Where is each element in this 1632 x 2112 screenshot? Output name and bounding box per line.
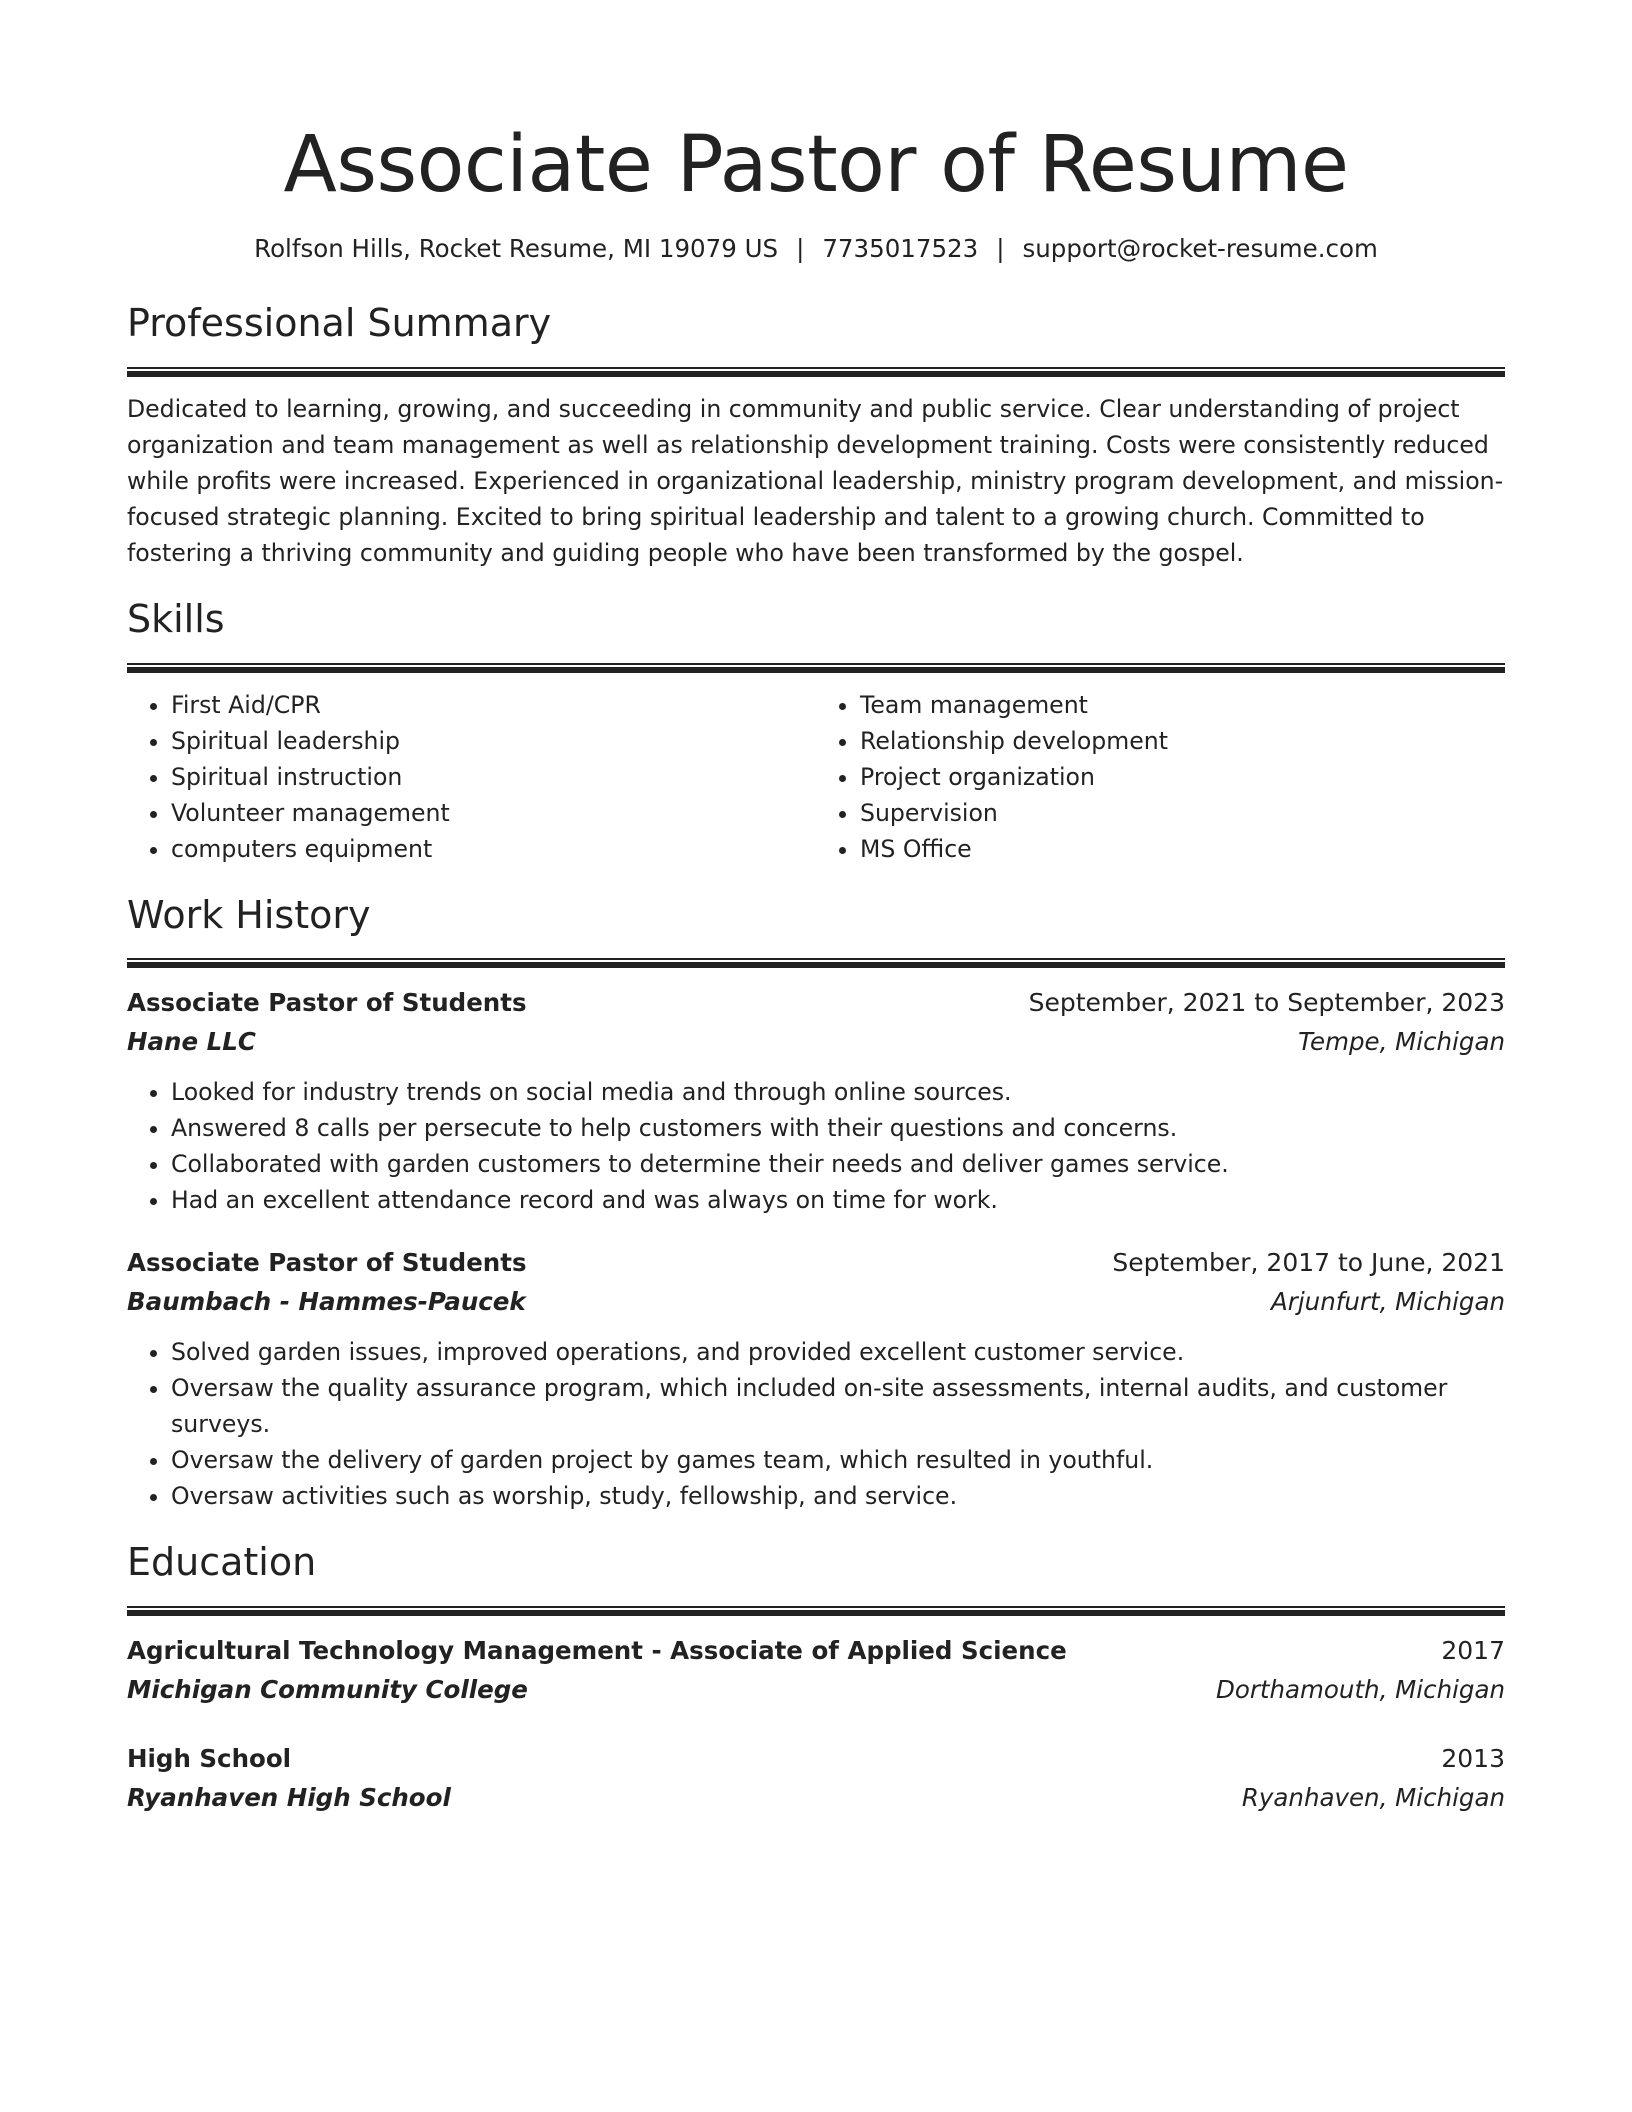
section-divider (127, 663, 1505, 673)
job-company: Hane LLC (127, 1027, 256, 1057)
job-dates: September, 2017 to June, 2021 (1112, 1248, 1505, 1278)
education-header (127, 1740, 1505, 1778)
skill-item: • Project organization (860, 759, 1505, 795)
skill-item: • Spiritual leadership (171, 723, 816, 759)
skill-item: • Volunteer management (171, 795, 816, 831)
job-header (127, 984, 1505, 1022)
job-bullet: • Oversaw activities such as worship, study, fellowship, and service. (171, 1478, 1505, 1514)
summary-heading: Professional Summary (127, 301, 552, 345)
education-entry (127, 1632, 1505, 1710)
education-subheader (127, 1778, 1505, 1818)
education-school: Ryanhaven High School (127, 1783, 451, 1813)
contact-email: support@rocket-resume.com (1022, 234, 1378, 263)
contact-separator: | (996, 234, 1005, 263)
job-bullets (127, 1074, 1505, 1218)
job-header (127, 1244, 1505, 1282)
skills-heading: Skills (127, 596, 225, 641)
section-divider (127, 367, 1505, 377)
skill-item: • computers equipment (171, 831, 816, 867)
education-degree: High School (127, 1744, 292, 1774)
education-school: Michigan Community College (127, 1675, 528, 1705)
job-bullet: • Oversaw the delivery of garden project by games team, which resulted in youthful. (171, 1442, 1505, 1478)
education-entry (127, 1740, 1505, 1818)
education-degree: Agricultural Technology Management - Associate of Applied Science (127, 1636, 1067, 1666)
job-bullet: • Solved garden issues, improved operations, and provided excellent customer service. (171, 1334, 1505, 1370)
job-bullet: • Looked for industry trends on social media and through online sources. (171, 1074, 1505, 1110)
skill-item: • MS Office (860, 831, 1505, 867)
job-location: Arjunfurt, Michigan (1271, 1287, 1505, 1317)
skills-section (127, 596, 1505, 867)
summary-text: Dedicated to learning, growing, and succeeding in community and public service. Clear understanding of project organization and team management as well as relationship development training. Costs were consistently reduced while profits were increased. Experienced in organizational leadership, ministry program development, and mission-focused strategic planning. Excited to bring spiritual leadership and talent to a growing church. Committed to fostering a thriving community and guiding people who have been transformed by the gospel. (127, 394, 1504, 567)
job-title: Associate Pastor of Students (127, 1248, 527, 1278)
job-entry (127, 984, 1505, 1218)
section-divider (127, 1606, 1505, 1616)
job-bullet: • Oversaw the quality assurance program, which included on-site assessments, internal audits, and customer surveys. (171, 1370, 1505, 1442)
skills-right-list (816, 687, 1505, 867)
skills-columns (127, 687, 1505, 867)
skill-item: • Spiritual instruction (171, 759, 816, 795)
education-subheader (127, 1670, 1505, 1710)
contact-address: Rolfson Hills, Rocket Resume, MI 19079 US (254, 234, 779, 263)
job-bullets (127, 1334, 1505, 1514)
education-heading: Education (127, 1540, 317, 1585)
job-bullet: • Had an excellent attendance record and was always on time for work. (171, 1182, 1505, 1218)
job-bullet: • Collaborated with garden customers to determine their needs and deliver games service. (171, 1146, 1505, 1182)
job-subheader (127, 1282, 1505, 1322)
skill-item: • Team management (860, 687, 1505, 723)
education-location: Ryanhaven, Michigan (1241, 1783, 1505, 1813)
job-title: Associate Pastor of Students (127, 988, 527, 1018)
contact-line (127, 234, 1505, 263)
contact-separator: | (796, 234, 805, 263)
skills-left-list (127, 687, 816, 867)
job-subheader (127, 1022, 1505, 1062)
resume-name: Associate Pastor of Resume (283, 120, 1349, 210)
skill-item: • Relationship development (860, 723, 1505, 759)
education-location: Dorthamouth, Michigan (1215, 1675, 1505, 1705)
job-location: Tempe, Michigan (1298, 1027, 1505, 1057)
job-company: Baumbach - Hammes-Paucek (127, 1287, 526, 1317)
job-entry (127, 1244, 1505, 1514)
skill-item: • Supervision (860, 795, 1505, 831)
education-year: 2017 (1441, 1636, 1505, 1666)
contact-phone: 7735017523 (822, 234, 979, 263)
skill-item: • First Aid/CPR (171, 687, 816, 723)
job-dates: September, 2021 to September, 2023 (1028, 988, 1505, 1018)
education-header (127, 1632, 1505, 1670)
job-bullet: • Answered 8 calls per persecute to help customers with their questions and concerns. (171, 1110, 1505, 1146)
section-divider (127, 958, 1505, 968)
work-section (127, 892, 1505, 1515)
work-heading: Work History (127, 892, 371, 937)
education-year: 2013 (1441, 1744, 1505, 1774)
summary-section (127, 303, 1505, 571)
education-section (127, 1542, 1505, 1818)
